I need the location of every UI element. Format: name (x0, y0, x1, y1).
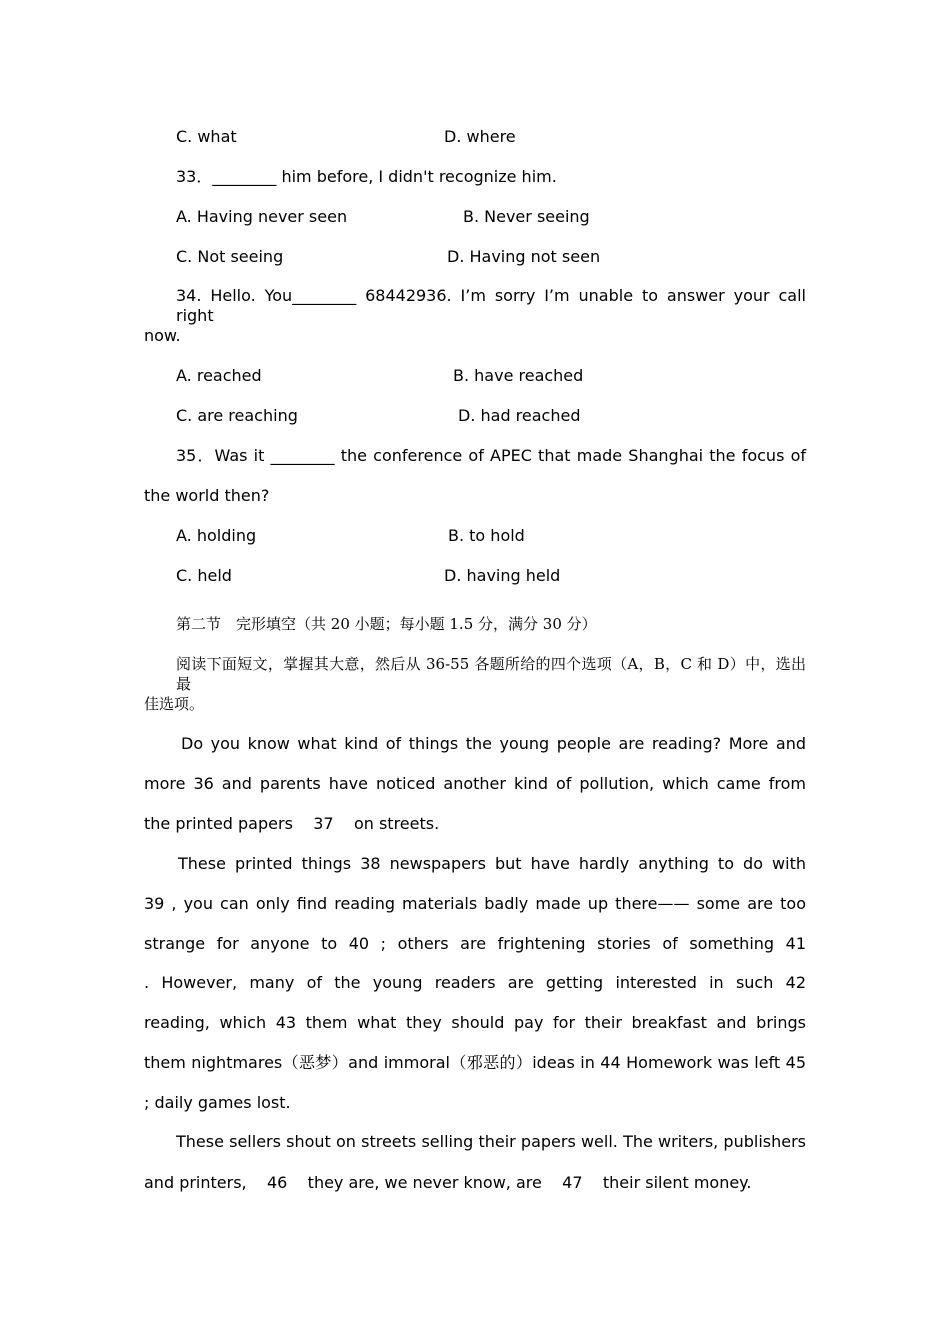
passage-p2-line4: . However, many of the young readers are getting interested in such 42 (144, 973, 806, 992)
section2-heading: 第二节 完形填空（共 20 小题；每小题 1.5 分，满分 30 分） (176, 615, 597, 633)
q33-option-d: D. Having not seen (447, 247, 601, 266)
q35-stem-line1: 35．Was it ________ the conference of APEC that made Shanghai the focus of (176, 446, 806, 465)
q34-stem-line1: 34. Hello. You________ 68442936. I’m sorry I’m unable to answer your call right (176, 286, 806, 325)
q33-option-b: B. Never seeing (463, 207, 590, 226)
q34-option-d: D. had reached (458, 406, 581, 425)
passage-p1-line1: Do you know what kind of things the young people are reading? More and (181, 734, 806, 753)
q32-option-c: C. what (176, 127, 237, 146)
q32-option-d: D. where (444, 127, 516, 146)
passage-p1-line3: the printed papers 37 on streets. (144, 814, 440, 833)
q33-option-c: C. Not seeing (176, 247, 284, 266)
passage-p3-line1: These sellers shout on streets selling their papers well. The writers, publishers (176, 1132, 806, 1151)
q34-option-a: A. reached (176, 366, 262, 385)
section2-instructions-line1: 阅读下面短文，掌握其大意，然后从 36-55 各题所给的四个选项（A，B，C 和 D）中，选出最 (176, 655, 806, 693)
passage-p2-line2: 39 , you can only find reading materials badly made up there—— some are too (144, 894, 806, 913)
q35-option-c: C. held (176, 566, 232, 585)
passage-p2-line7: ; daily games lost. (144, 1093, 291, 1112)
q34-option-c: C. are reaching (176, 406, 298, 425)
passage-p2-line1: These printed things 38 newspapers but have hardly anything to do with (178, 854, 806, 873)
passage-p2-line5: reading, which 43 them what they should pay for their breakfast and brings (144, 1013, 806, 1032)
q35-stem-line2: the world then? (144, 486, 270, 505)
q35-option-b: B. to hold (448, 526, 525, 545)
q34-option-b: B. have reached (453, 366, 584, 385)
q35-option-d: D. having held (444, 566, 561, 585)
passage-p3-line2: and printers, 46 they are, we never know, are 47 their silent money. (144, 1173, 752, 1192)
section2-instructions-line2: 佳选项。 (144, 695, 205, 713)
passage-p2-line6: them nightmares（恶梦）and immoral（邪恶的）ideas in 44 Homework was left 45 (144, 1053, 806, 1072)
q34-stem-line2: now. (144, 326, 181, 345)
q33-option-a: A. Having never seen (176, 207, 348, 226)
passage-p1-line2: more 36 and parents have noticed another kind of pollution, which came from (144, 774, 806, 793)
q35-option-a: A. holding (176, 526, 257, 545)
q33-stem: 33．________ him before, I didn't recognize him. (176, 167, 557, 186)
passage-p2-line3: strange for anyone to 40 ; others are frightening stories of something 41 (144, 934, 806, 953)
